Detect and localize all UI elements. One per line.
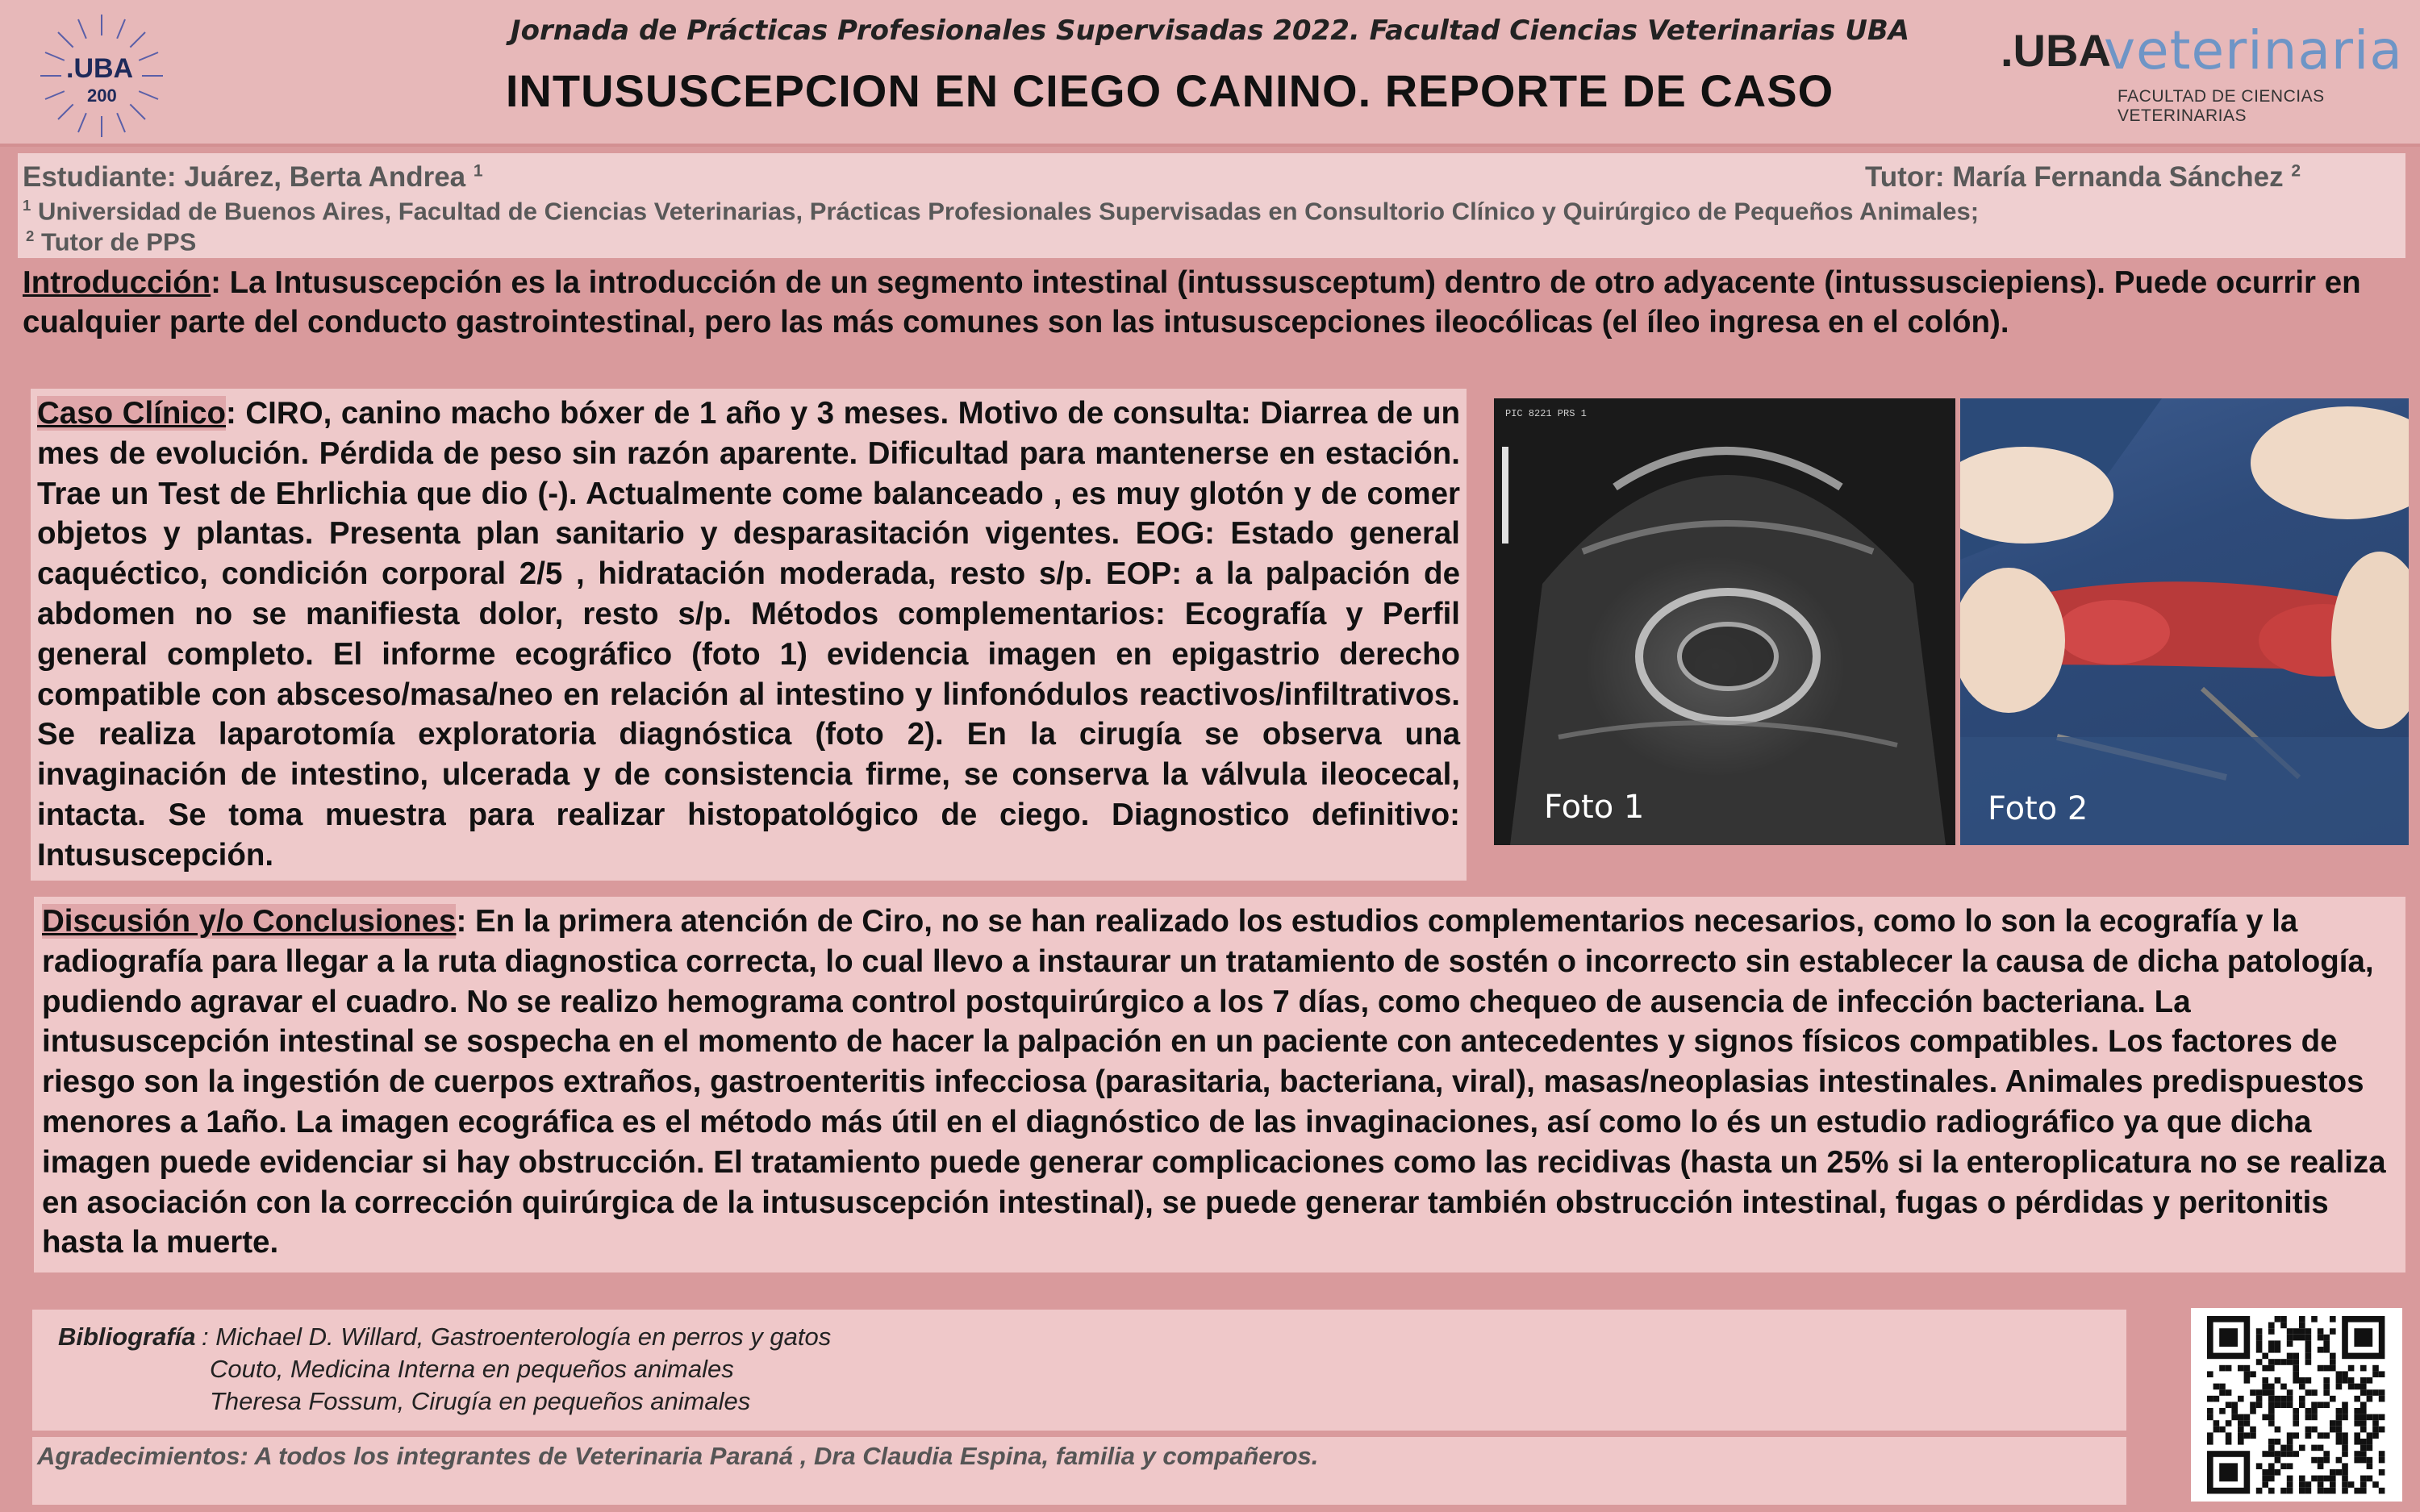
- surgery-photo: [1960, 398, 2409, 845]
- surgery-image-icon: [1960, 398, 2409, 845]
- tutor-name: Tutor: María Fernanda Sánchez $^2$: [1865, 161, 2301, 193]
- acknowledgements-section: [32, 1437, 2126, 1505]
- bibliography-item: Couto, Medicina Interna en pequeños animales: [210, 1355, 734, 1383]
- bibliography-item: : Michael D. Willard, Gastroenterología en perros y gatos: [202, 1322, 832, 1351]
- qr-code-icon: [2191, 1308, 2402, 1502]
- clinical-case-label: Caso Clínico: [37, 396, 227, 431]
- introduction-section: [23, 263, 2394, 342]
- bibliography-section: [32, 1310, 2126, 1431]
- ultrasound-photo: [1494, 398, 1955, 845]
- bibliography-item: Theresa Fossum, Cirugía en pequeños animales: [210, 1387, 751, 1415]
- discussion-label: Discusión y/o Conclusiones: [42, 904, 457, 939]
- affiliation-1: $^1$ Universidad de Buenos Aires, Facultad de Ciencias Veterinarias, Prácticas Profesionales Supervisadas en Consultorio Clínico y Quirúrgico de Pequeños Animales;: [23, 197, 1980, 226]
- introduction-text: : La Intususcepción es la introducción de un segmento intestinal (intussusceptum) dentro de otro adyacente (intussusciepiens). Puede ocurrir en cualquier parte del conducto gastrointestinal, pero las más comunes son las intususcepciones ileocólicas (el íleo ingresa en el colón).: [23, 265, 2361, 339]
- acknowledgements-text: Agradecimientos: A todos los integrantes de Veterinaria Paraná , Dra Claudia Espina, familia y compañeros.: [37, 1442, 1319, 1470]
- uba-veterinaria-logo: [1992, 19, 2403, 125]
- brand-uba-text: .UBA: [2001, 25, 2111, 76]
- event-subtitle: Jornada de Prácticas Profesionales Supervisadas 2022. Facultad Ciencias Veterinarias UBA: [510, 15, 1910, 47]
- clinical-case-text: : CIRO, canino macho bóxer de 1 año y 3 meses. Motivo de consulta: Diarrea de un mes de evolución. Pérdida de peso sin razón aparente. Dificultad para mantenerse en estación. Trae un Test de Ehrlichia que dio (-). Actualmente come balanceado , es muy glotón y de comer objetos y plantas. Presenta plan sanitario y desparasitación vigentes. EOG: Estado general caquéctico, condición corporal 2/5 , hidratación moderada, resto s/p. EOP: a la palpación de abdomen no se manifiesta dolor, resto s/p. Métodos complementarios: Ecografía y Perfil general completo. El informe ecográfico (foto 1) evidencia imagen en epigastrio derecho compatible con absceso/masa/neo en relación al intestino y linfonódulos reactivos/infiltrativos. Se realiza laparotomía exploratoria diagnóstica (foto 2). En la cirugía se observa una invaginación de intestino, ulcerada y de consistencia firme, se conserva la válvula ileocecal, intacta. Se toma muestra para realizar histopatológico de ciego. Diagnostico definitivo: Intususcepción.: [37, 396, 1461, 873]
- uba-logo-number: 200: [87, 85, 117, 106]
- bibliography-label: Bibliografía: [58, 1322, 196, 1351]
- discussion-section: [34, 897, 2405, 1272]
- photo-1-label: Foto 1: [1544, 789, 1645, 826]
- svg-text:PIC 8221 PRS 1: PIC 8221 PRS 1: [1505, 408, 1587, 419]
- brand-faculty-text: FACULTAD DE CIENCIAS VETERINARIAS: [2118, 87, 2325, 125]
- affiliation-2: $^2$ Tutor de PPS: [26, 227, 197, 256]
- clinical-case-section: [31, 389, 1467, 881]
- introduction-label: Introducción: [23, 265, 211, 300]
- uba-200-logo: [29, 11, 174, 140]
- authors-band: [18, 153, 2405, 258]
- poster-title: INTUSUSCEPCION EN CIEGO CANINO. REPORTE DE CASO: [505, 65, 1834, 116]
- poster-header: [0, 0, 2420, 147]
- student-name: Estudiante: Juárez, Berta Andrea $^1$: [23, 161, 483, 193]
- discussion-text: : En la primera atención de Ciro, no se han realizado los estudios complementarios necesarios, como lo son la ecografía y la radiografía para llegar a la ruta diagnostica correcta, lo cual llevo a instaurar un tratamiento de sostén o incorrecto sin establecer la causa de dicha patología, pudiendo agravar el cuadro. No se realizo hemograma control postquirúrgico a los 7 días, como chequeo de ausencia de infección bacteriana. La intususcepción intestinal se sospecha en el momento de hacer la palpación en un paciente con antecedentes y signos físicos compatibles. Los factores de riesgo son la ingestión de cuerpos extraños, gastroenteritis infecciosa (parasitaria, bacteriana, viral), masas/neoplasias intestinales. Animales predispuestos menores a 1año. La imagen ecográfica es el método más útil en el diagnóstico de las invaginaciones, así como lo és un estudio radiográfico ya que dicha imagen puede evidenciar si hay obstrucción. El tratamiento puede generar complicaciones como las recidivas (hasta un 25% si la enteroplicatura no se realiza en asociación con la corrección quirúrgica de la intususcepción intestinal), se puede generar también obstrucción intestinal, fugas o pérdidas y peritonitis hasta la muerte.: [42, 904, 2386, 1260]
- ultrasound-image-icon: [1494, 398, 1955, 845]
- qr-code[interactable]: [2191, 1308, 2402, 1502]
- uba-logo-text: .UBA: [66, 53, 134, 84]
- brand-veterinaria-text: veterinaria: [2104, 19, 2403, 81]
- photo-2-label: Foto 2: [1988, 790, 2088, 827]
